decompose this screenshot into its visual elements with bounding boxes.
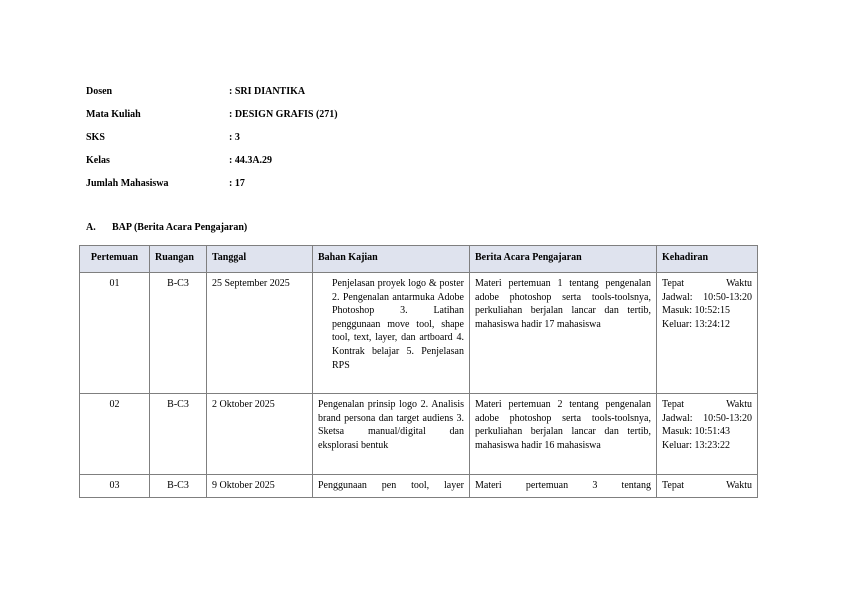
bahan-kajian-text: Penggunaan pen tool, layer (318, 480, 464, 491)
kehadiran-jadwal-value: 10:50-13:20 (703, 291, 752, 303)
kehadiran-status (662, 277, 752, 291)
col-header-tanggal: Tanggal (207, 246, 313, 273)
kehadiran-jadwal-value: 10:50-13:20 (703, 412, 752, 424)
kehadiran-keluar: Keluar: 13:23:22 (662, 439, 731, 451)
kehadiran-status-b: Waktu (726, 399, 752, 410)
cell-bahan-kajian: Penjelasan proyek logo & poster 2. Pengenalan antarmuka Adobe Photoshop 3. Latihan penggunaan move tool, shape tool, text, layer, dan artboard 4. Kontrak belajar 5. Penjelasan RPS (313, 273, 470, 394)
table-header-row (80, 246, 758, 273)
col-header-pertemuan: Pertemuan (80, 246, 150, 273)
info-value: : 17 (229, 178, 245, 189)
kehadiran-status-b: Waktu (726, 278, 752, 289)
bap-table (79, 245, 758, 498)
course-info (86, 84, 338, 199)
col-header-kehadiran: Kehadiran (657, 246, 758, 273)
cell-bahan-kajian: Pengenalan prinsip logo 2. Analisis brand persona dan target audiens 3. Sketsa manual/digital dan eksplorasi bentuk (313, 394, 470, 475)
col-header-ruangan: Ruangan (150, 246, 207, 273)
kehadiran-status (662, 479, 752, 493)
info-label: Dosen (86, 86, 113, 97)
table-row (80, 273, 758, 394)
info-value: : 44.3A.29 (229, 155, 273, 166)
kehadiran-jadwal (662, 291, 752, 305)
kehadiran-masuk: Masuk: 10:51:43 (662, 426, 731, 438)
info-value: : DESIGN GRAFIS (271) (229, 109, 338, 120)
kehadiran-jadwal (662, 412, 752, 426)
berita-acara-text: Materi pertemuan 3 tentang (475, 480, 651, 491)
info-label: Mata Kuliah (86, 109, 141, 120)
cell-ruangan: B-C3 (150, 394, 207, 475)
kehadiran-jadwal-label: Jadwal: (662, 412, 693, 424)
info-value: : SRI DIANTIKA (229, 86, 306, 97)
info-row-mata-kuliah (86, 107, 338, 130)
info-label: Kelas (86, 155, 110, 166)
info-label: Jumlah Mahasiswa (86, 178, 169, 189)
cell-tanggal: 2 Oktober 2025 (207, 394, 313, 475)
cell-kehadiran (657, 475, 758, 498)
kehadiran-status-a: Tepat (662, 399, 685, 410)
kehadiran-jadwal-label: Jadwal: (662, 291, 693, 303)
section-heading (86, 222, 247, 233)
info-label: SKS (86, 132, 105, 143)
col-header-bahan-kajian: Bahan Kajian (313, 246, 470, 273)
cell-tanggal: 25 September 2025 (207, 273, 313, 394)
cell-tanggal: 9 Oktober 2025 (207, 475, 313, 498)
info-row-kelas (86, 153, 338, 176)
cell-bahan-kajian (313, 475, 470, 498)
kehadiran-masuk: Masuk: 10:52:15 (662, 305, 731, 317)
kehadiran-status (662, 398, 752, 412)
info-row-sks (86, 130, 338, 153)
section-number: A. (86, 222, 96, 233)
cell-berita-acara (470, 475, 657, 498)
cell-pertemuan: 03 (80, 475, 150, 498)
cell-ruangan: B-C3 (150, 273, 207, 394)
cell-berita-acara: Materi pertemuan 2 tentang pengenalan adobe photoshop serta tools-toolsnya, perkuliahan berjalan lancar dan tertib, mahasiswa hadir 16 mahasiswa (470, 394, 657, 475)
cell-pertemuan: 02 (80, 394, 150, 475)
cell-pertemuan: 01 (80, 273, 150, 394)
info-row-jumlah-mahasiswa (86, 176, 338, 199)
section-title: BAP (Berita Acara Pengajaran) (112, 222, 248, 233)
kehadiran-status-a: Tepat (662, 480, 685, 491)
kehadiran-status-b: Waktu (726, 480, 752, 491)
info-value: : 3 (229, 132, 240, 143)
kehadiran-status-a: Tepat (662, 278, 685, 289)
table-row (80, 475, 758, 498)
cell-kehadiran (657, 394, 758, 475)
cell-berita-acara: Materi pertemuan 1 tentang pengenalan adobe photoshop serta tools-toolsnya, perkuliahan berjalan lancar dan tertib, mahasiswa hadir 17 mahasiswa (470, 273, 657, 394)
info-row-dosen (86, 84, 338, 107)
col-header-berita-acara: Berita Acara Pengajaran (470, 246, 657, 273)
kehadiran-keluar: Keluar: 13:24:12 (662, 318, 731, 330)
cell-kehadiran (657, 273, 758, 394)
cell-ruangan: B-C3 (150, 475, 207, 498)
table-row (80, 394, 758, 475)
